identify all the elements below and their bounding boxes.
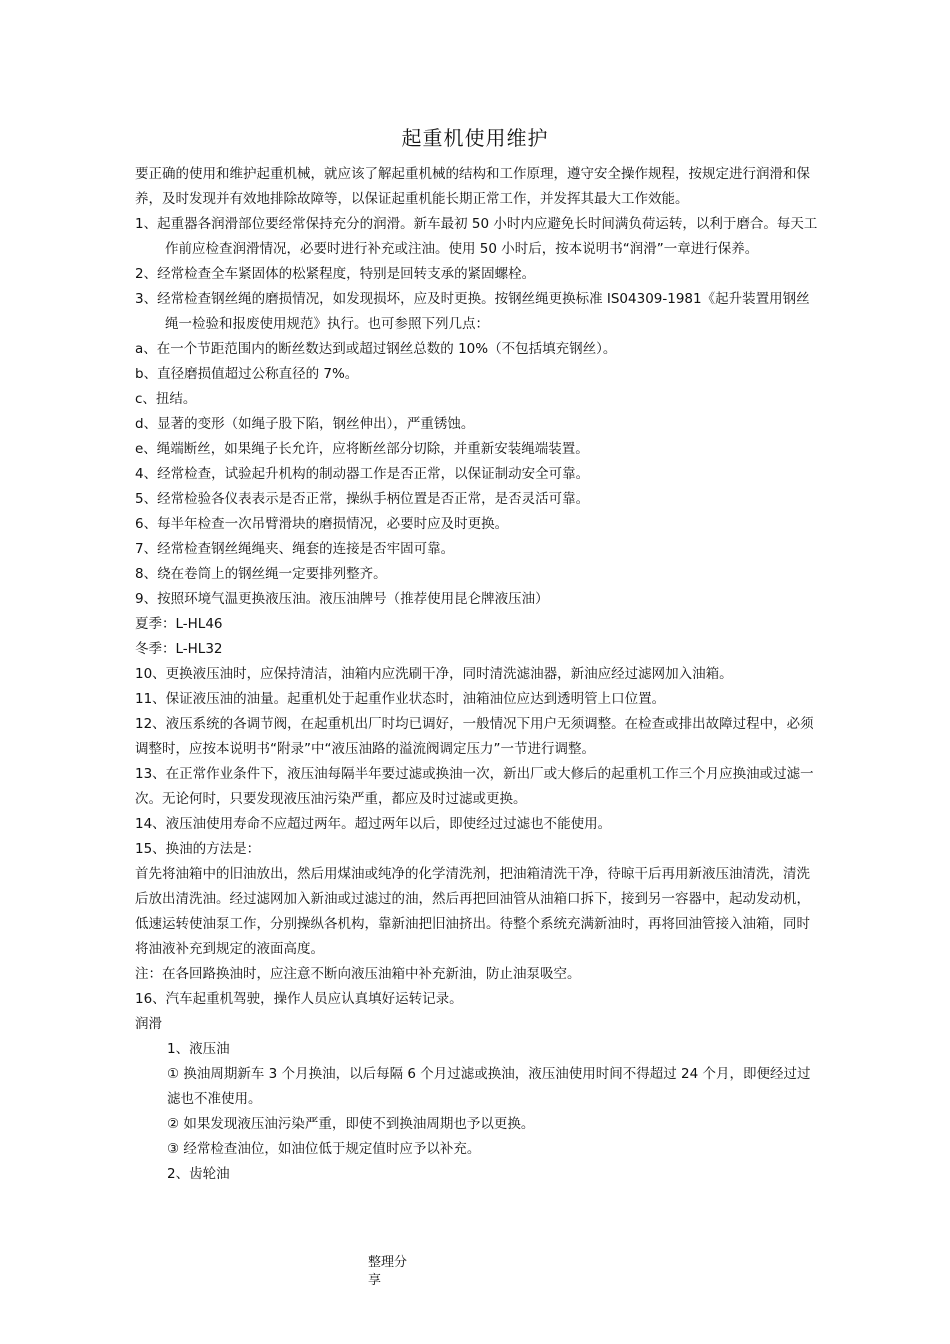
list-item-3: 3、经常检查钢丝绳的磨损情况，如发现损坏，应及时更换。按钢丝绳更换标准 IS04309-1981《起升装置用钢丝绳一检验和报废使用规范》执行。也可参照下列几点：	[135, 291, 810, 332]
note: 注：在各回路换油时，应注意不断向液压油箱中补充新油，防止油泵吸空。	[135, 966, 581, 982]
hydraulic-item-1: ① 换油周期新车 3 个月换油，以后每隔 6 个月过滤或换油，液压油使用时间不得超过 24 个月，即便经过过滤也不准使用。	[167, 1066, 811, 1107]
list-item-7: 7、经常检查钢丝绳绳夹、绳套的连接是否牢固可靠。	[135, 541, 455, 557]
list-item-2: 2、经常检查全车紧固体的松紧程度，特别是回转支承的紧固螺栓。	[135, 266, 536, 282]
list-item-16: 16、汽车起重机驾驶，操作人员应认真填好运转记录。	[135, 991, 463, 1007]
page-title: 起重机使用维护	[401, 126, 549, 150]
list-item-d: d、显著的变形（如绳子股下陷，钢丝伸出），严重锈蚀。	[135, 416, 475, 432]
hydraulic-item-2: ② 如果发现液压油污染严重，即使不到换油周期也予以更换。	[167, 1116, 535, 1132]
hydraulic-item-3: ③ 经常检查油位，如油位低于规定值时应予以补充。	[167, 1141, 481, 1157]
list-item-10: 10、更换液压油时，应保持清洁，油箱内应洗刷干净，同时清洗滤油器，新油应经过滤网加入油箱。	[135, 666, 733, 682]
list-item-11: 11、保证液压油的油量。起重机处于起重作业状态时，油箱油位应达到透明管上口位置。	[135, 691, 666, 707]
lubrication-heading: 润滑	[135, 1016, 162, 1032]
list-item-4: 4、经常检查，试验起升机构的制动器工作是否正常，以保证制动安全可靠。	[135, 466, 590, 482]
hydraulic-oil-heading: 1、液压油	[167, 1041, 230, 1057]
document-body	[135, 162, 820, 1187]
list-item-13: 13、在正常作业条件下，液压油每隔半年要过滤或换油一次，新出厂或大修后的起重机工作三个月应换油或过滤一次。无论何时，只要发现液压油污染严重，都应及时过滤或更换。	[135, 766, 814, 807]
oil-change-method: 首先将油箱中的旧油放出，然后用煤油或纯净的化学清洗剂，把油箱清洗干净，待晾干后再用新液压油清洗，清洗后放出清洗油。经过滤网加入新油或过滤过的油，然后再把回油管从油箱口拆下，接到另一容器中，起动发动机，低速运转使油泵工作，分别操纵各机构，靠新油把旧油挤出。待整个系统充满新油时，再将回油管接入油箱，同时将油液补充到规定的液面高度。	[135, 866, 810, 957]
list-item-6: 6、每半年检查一次吊臂滑块的磨损情况，必要时应及时更换。	[135, 516, 509, 532]
list-item-a: a、在一个节距范围内的断丝数达到或超过钢丝总数的 10%（不包括填充钢丝）。	[135, 341, 617, 357]
list-item-5: 5、经常检验各仪表表示是否正常，操纵手柄位置是否正常，是否灵活可靠。	[135, 491, 590, 507]
list-item-e: e、绳端断丝，如果绳子长允许，应将断丝部分切除，并重新安装绳端装置。	[135, 441, 589, 457]
winter-oil: 冬季：L-HL32	[135, 641, 223, 657]
list-item-1: 1、起重器各润滑部位要经常保持充分的润滑。新车最初 50 小时内应避免长时间满负荷运转，以利于磨合。每天工作前应检查润滑情况，必要时进行补充或注油。使用 50 小时后，按本说明书“润滑”一章进行保养。	[135, 216, 818, 257]
gear-oil-heading: 2、齿轮油	[167, 1166, 230, 1182]
list-item-b: b、直径磨损值超过公称直径的 7%。	[135, 366, 359, 382]
page-footer: 整理分享	[368, 1255, 408, 1288]
list-item-15: 15、换油的方法是：	[135, 841, 261, 857]
list-item-8: 8、绕在卷筒上的钢丝绳一定要排列整齐。	[135, 566, 387, 582]
list-item-14: 14、液压油使用寿命不应超过两年。超过两年以后，即使经过过滤也不能使用。	[135, 816, 612, 832]
list-item-9: 9、按照环境气温更换液压油。液压油牌号（推荐使用昆仑牌液压油）	[135, 591, 549, 607]
list-item-c: c、扭结。	[135, 391, 197, 407]
intro-paragraph: 要正确的使用和维护起重机械，就应该了解起重机械的结构和工作原理，遵守安全操作规程，按规定进行润滑和保养，及时发现并有效地排除故障等，以保证起重机能长期正常工作，并发挥其最大工作效能。	[135, 166, 810, 207]
summer-oil: 夏季：L-HL46	[135, 616, 223, 632]
list-item-12: 12、液压系统的各调节阀，在起重机出厂时均已调好，一般情况下用户无须调整。在检查或排出故障过程中，必须调整时，应按本说明书“附录”中“液压油路的溢流阀调定压力”一节进行调整。	[135, 716, 814, 757]
